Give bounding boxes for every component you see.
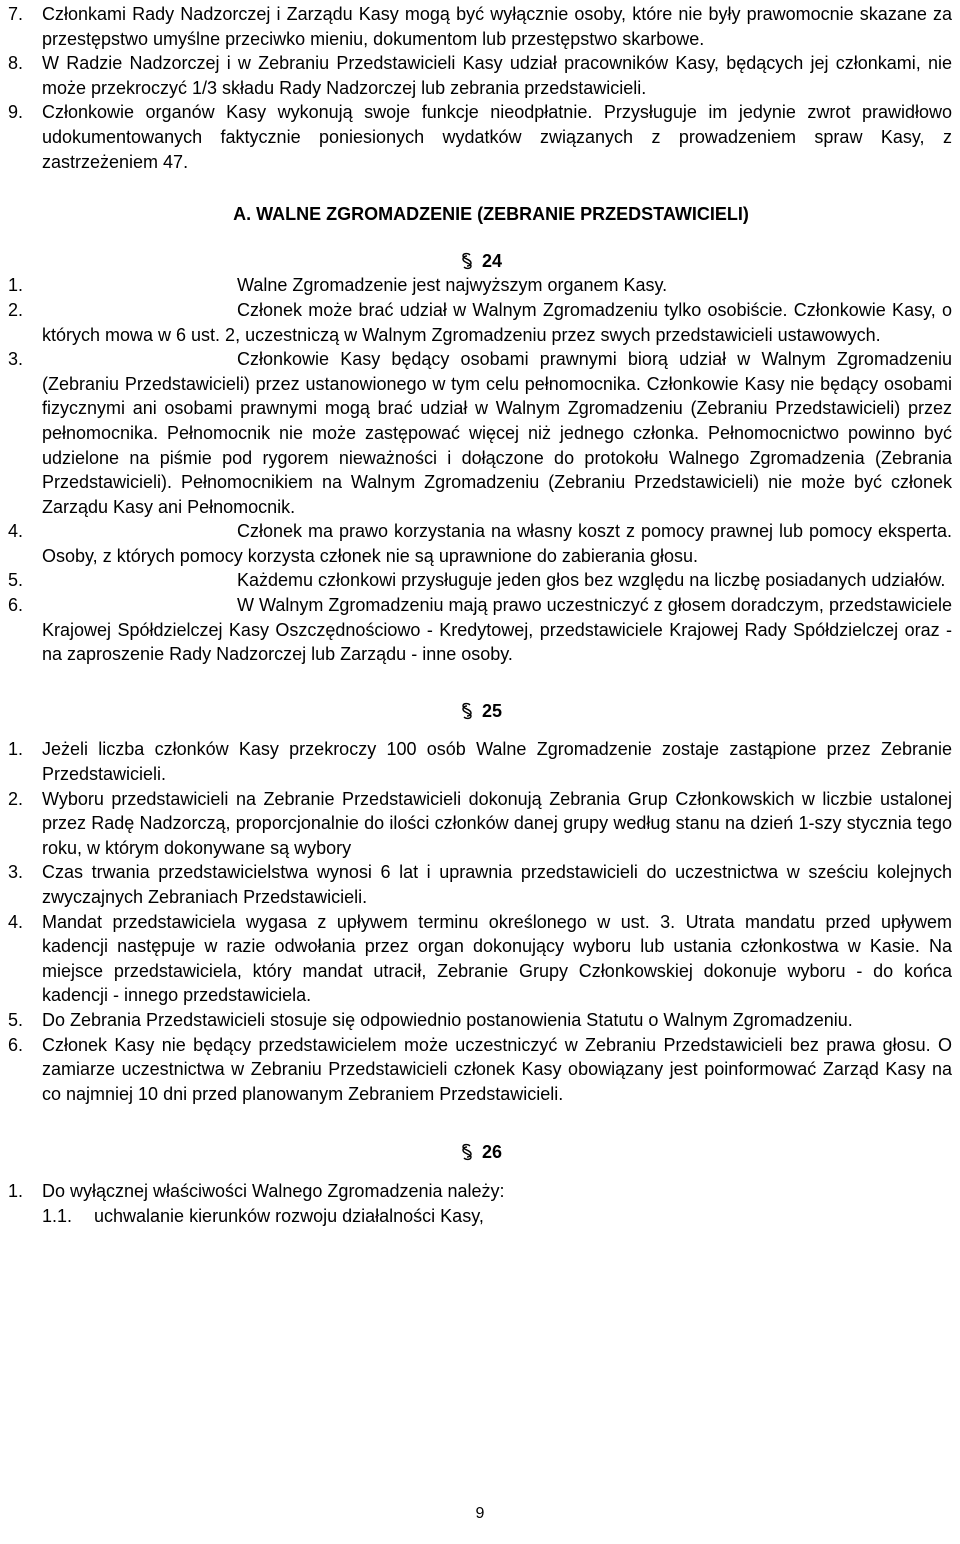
list-item: 4. Członek ma prawo korzystania na własny koszt z pomocy prawnej lub pomocy eksperta. Osoby, z których pomocy korzysta członek nie są uprawnione do zabierania głosu. bbox=[8, 521, 952, 566]
list-item: 3. Członkowie Kasy będący osobami prawnymi biorą udział w Walnym Zgromadzeniu (Zebraniu Przedstawicieli) przez ustanowionego w tym celu pełnomocnika. Członkowie Kasy nie będący osobami fizycznymi ani osobami prawnymi mogą brać udział w Walnym Zgromadzeniu (Zebraniu Przedstawicieli) przez pełnomocnika. Pełnomocnik nie może zastępować więcej niż jednego członka. Pełnomocnictwo powinno być udzielone na piśmie pod rygorem nieważności i dołączone do protokołu Walnego Zgromadzenia (Zebrania Przedstawicieli). Pełnomocnikiem na Walnym Zgromadzeniu (Zebraniu Przedstawicieli) nie może być członek Zarządu Kasy ani Pełnomocnik. bbox=[8, 349, 952, 517]
list-item: 1. Walne Zgromadzenie jest najwyższym organem Kasy. bbox=[8, 275, 668, 296]
chapter-heading: A. WALNE ZGROMADZENIE (ZEBRANIE PRZEDSTAWICIELI) bbox=[233, 204, 749, 225]
document-page bbox=[0, 2, 960, 1544]
section-sign-icon bbox=[458, 702, 476, 727]
page-number: 9 bbox=[475, 1505, 485, 1522]
section-25-list bbox=[8, 737, 952, 1106]
list-item: 6. Członek Kasy nie będący przedstawicielem może uczestniczyć w Zebraniu Przedstawicieli bez prawa głosu. O zamiarze uczestnictwa w Zebraniu Przedstawicieli członek Kasy obowiązany jest poinformować Zarząd Kasy na co najmniej 10 dni przed planowanym Zebraniem Przedstawicieli. bbox=[8, 1034, 952, 1104]
list-item: 1. Jeżeli liczba członków Kasy przekroczy 100 osób Walne Zgromadzenie zostaje zastąpione przez Zebranie Przedstawicieli. bbox=[8, 739, 952, 785]
list-item: 5. Do Zebrania Przedstawicieli stosuje się odpowiednio postanowienia Statutu o Walnym Zgromadzeniu. bbox=[8, 1009, 853, 1030]
section-heading-26: 26 bbox=[8, 1140, 952, 1165]
list-item: 5. Każdemu członkowi przysługuje jeden głos bez względu na liczbę posiadanych udziałów. bbox=[8, 570, 946, 591]
section-26-list bbox=[8, 1179, 952, 1228]
list-item: 8. W Radzie Nadzorczej i w Zebraniu Przedstawicieli Kasy udział pracowników Kasy, będących jej członkami, nie może przekroczyć 1/3 składu Rady Nadzorczej lub zebrania przedstawicieli. bbox=[8, 53, 952, 98]
section-heading-24: 24 bbox=[8, 249, 952, 274]
list-item: 7. Członkami Rady Nadzorczej i Zarządu Kasy mogą być wyłącznie osoby, które nie były prawomocnie skazane za przestępstwo umyślne przeciwko mieniu, dokumentom lub przestępstwo skarbowe. bbox=[8, 4, 952, 49]
section-sign-icon bbox=[458, 1143, 476, 1168]
list-item: 9. Członkowie organów Kasy wykonują swoje funkcje nieodpłatnie. Przysługuje im jedynie zwrot prawidłowo udokumentowanych faktycznie poniesionych wydatków związanych z prowadzeniem spraw Kasy, z zastrzeżeniem 47. bbox=[8, 102, 952, 172]
list-item: 2. Wyboru przedstawicieli na Zebranie Przedstawicieli dokonują Zebrania Grup Członkowskich w liczbie ustalonej przez Radę Nadzorczą, proporcjonalnie do ilości członków danej grupy według stanu na dzień 1-szy stycznia tego roku, w którym dokonywane są wybory bbox=[8, 788, 952, 858]
list-item: 1.1. uchwalanie kierunków rozwoju działalności Kasy, bbox=[42, 1205, 484, 1226]
list-item: 4. Mandat przedstawiciela wygasa z upływem terminu określonego w ust. 3. Utrata mandatu przed upływem kadencji następuje w razie odwołania przez organ dokonujący wyboru lub ustania członkostwa w Kasie. Na miejsce przedstawiciela, który mandat utracił, Zebranie Grupy Członkowskiej dokonuje wyboru - do końca kadencji - innego przedstawiciela. bbox=[8, 911, 952, 1006]
top-items-list bbox=[8, 2, 952, 174]
section-24-list bbox=[8, 273, 952, 667]
list-item: 6. W Walnym Zgromadzeniu mają prawo uczestniczyć z głosem doradczym, przedstawiciele Krajowej Spółdzielczej Kasy Oszczędnościowo - Kredytowej, przedstawiciele Krajowej Rady Spółdzielczej oraz - na zaproszenie Rady Nadzorczej lub Zarządu - inne osoby. bbox=[8, 595, 952, 665]
section-heading-25: 25 bbox=[8, 699, 952, 724]
list-item: 2. Członek może brać udział w Walnym Zgromadzeniu tylko osobiście. Członkowie Kasy, o których mowa w 6 ust. 2, uczestniczą w Walnym Zgromadzeniu przez swych przedstawicieli ustawowych. bbox=[8, 299, 952, 345]
list-item: 1. Do wyłącznej właściwości Walnego Zgromadzenia należy: bbox=[8, 1180, 505, 1201]
list-item: 3. Czas trwania przedstawicielstwa wynosi 6 lat i uprawnia przedstawicieli do uczestnictwa w sześciu kolejnych zwyczajnych Zebraniach Przedstawicieli. bbox=[8, 862, 952, 907]
